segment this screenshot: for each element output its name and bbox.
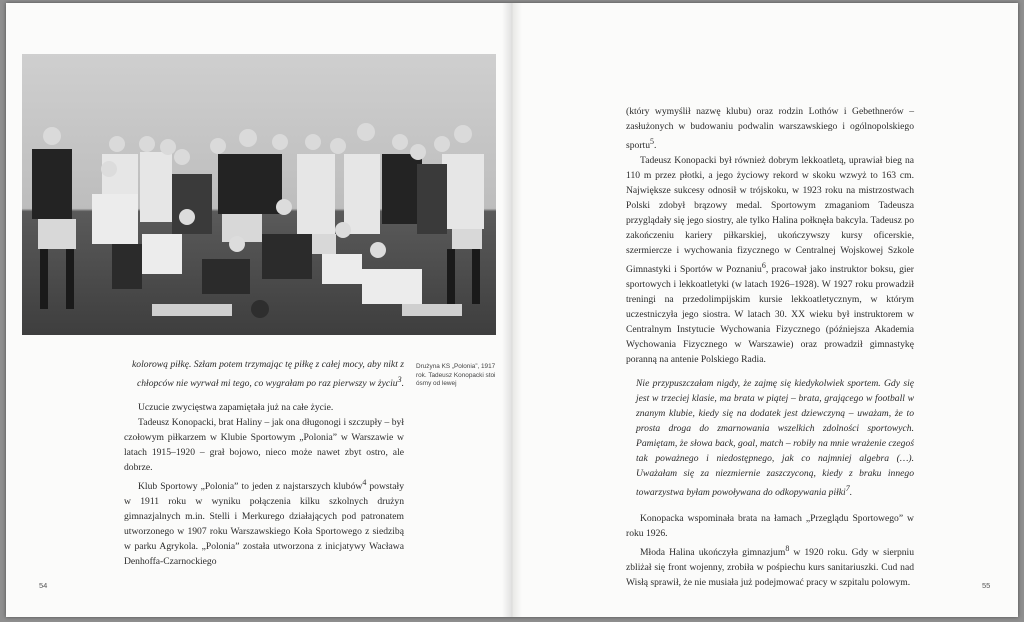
- paragraph: Klub Sportowy „Polonia” to jeden z najstarszych klubów$^4$ powstały w 1911 roku w wyniku połączenia kilku szkolnych drużyn gimnazjalnych m.in. Stelli i Merkurego działających pod patronatem utworzonego w 1907 roku Warszawskiego Koła Sportowego z siedzibą w parku Agrykola. „Polonia” została utworzona z inicjatywy Wacława Denhoffa-Czarnockiego: [124, 478, 404, 568]
- right-page-body: [626, 104, 914, 590]
- paragraph: Młoda Halina ukończyła gimnazjum$^8$ w 1920 roku. Gdy w sierpniu zbliżał się front wojenny, zrobiła w pośpiechu kurs sanitariuszki. Cud nad Wisłą sprawił, że nie musiała już podejmować pracy w szpitalu polowym.: [626, 543, 914, 588]
- paragraph: Tadeusz Konopacki, brat Haliny – jak ona długonogi i szczupły – był czołowym piłkarzem w Klubie Sportowym „Polonia” w Warszawie w latach 1915–1920 – grał bojowo, nieco może nawet zbyt ostro, ale dobrze.: [124, 417, 404, 474]
- football-icon: [251, 300, 269, 318]
- book-spread: [6, 3, 1018, 617]
- photo-caption: Drużyna KS „Polonia”, 1917 rok. Tadeusz Konopacki stoi ósmy od lewej: [416, 363, 496, 388]
- paragraph: Tadeusz Konopacki był również dobrym lekkoatletą, uprawiał bieg na 110 m przez płotki, a jego życiowy rekord w skoku wzwyż to 163 cm. Największe sukcesy odnosił w trójskoku, w 1923 roku na mistrzostwach Polski zdobył brązowy medal. Sportowym zmaganiom Tadeusza przyglądały się jego siostry, ale tylko Halina połknęła bakcyla. Tadeusz po zakończeniu kariery piłkarskiej, ukończywszy kursy oficerskie, szermiercze i wychowania fizycznego w Centralnej Wojskowej Szkole Gimnastyki i Sportów w Poznaniu$^6$, pracował jako instruktor boksu, gier sportowych i lekkoatletyki (w latach 1926–1928). W 1927 roku prowadził treningi na przedolimpijskim kursie lekkoatletycznym, w którym uczestniczyła jego siostra. W latach 30. XX wieku był instruktorem w Centralnym Instytucie Wychowania Fizycznego (późniejsza Akademia Wychowania Fizycznego w Warszawie) oraz prowadził gimnastykę poranną na antenie Polskiego Radia.: [626, 155, 914, 366]
- footnote-ref: 7: [845, 484, 850, 494]
- paragraph: Konopacka wspominała brata na łamach „Przeglądu Sportowego” w roku 1926.: [626, 512, 914, 539]
- footnote-ref: 4: [362, 478, 367, 488]
- page-number-right: 55: [982, 581, 991, 590]
- team-photo: [22, 54, 496, 335]
- footnote-ref: 3: [397, 375, 402, 384]
- team-photo-image: [22, 54, 496, 335]
- left-page: [6, 3, 512, 617]
- block-quote: Nie przypuszczałam nigdy, że zajmę się kiedykolwiek sportem. Gdy się jest w trzeciej klasie, ma brata w piątej – brata, grającego w football w znanym klubie, kiedy się na dodatek jest dziewczyną – uważam, że to prosta droga do zmarnowania wszelkich zdolności sportowych. Pamiętam, że słowa back, goal, match – robiły na mnie wrażenie czegoś tak poważnego i niedostępnego, jak co najmniej algebra (…). Uważałam się za niezmiernie zaszczyconą, kiedy z braku innego towarzystwa byłam powoływana do odkopywania piłki$^7$.: [636, 378, 914, 499]
- paragraph: Uczucie zwycięstwa zapamiętała już na całe życie.: [138, 402, 334, 414]
- page-number-left: 54: [39, 581, 48, 590]
- memoir-quote: kolorową piłkę. Szłam potem trzymając tę piłkę z całej mocy, aby nikt z chłopców nie wyrwał mi tego, co wygrałam po raz pierwszy w życiu$^3$.: [132, 359, 404, 390]
- footnote-ref: 8: [785, 543, 790, 553]
- left-page-body: [124, 357, 404, 569]
- footnote-ref: 5: [649, 137, 654, 146]
- footnote-ref: 6: [761, 261, 766, 271]
- paragraph: (który wymyślił nazwę klubu) oraz rodzin Lothów i Gebethnerów – zasłużonych w budowaniu podwalin warszawskiego i ogólnopolskiego sportu$^5$.: [626, 106, 914, 152]
